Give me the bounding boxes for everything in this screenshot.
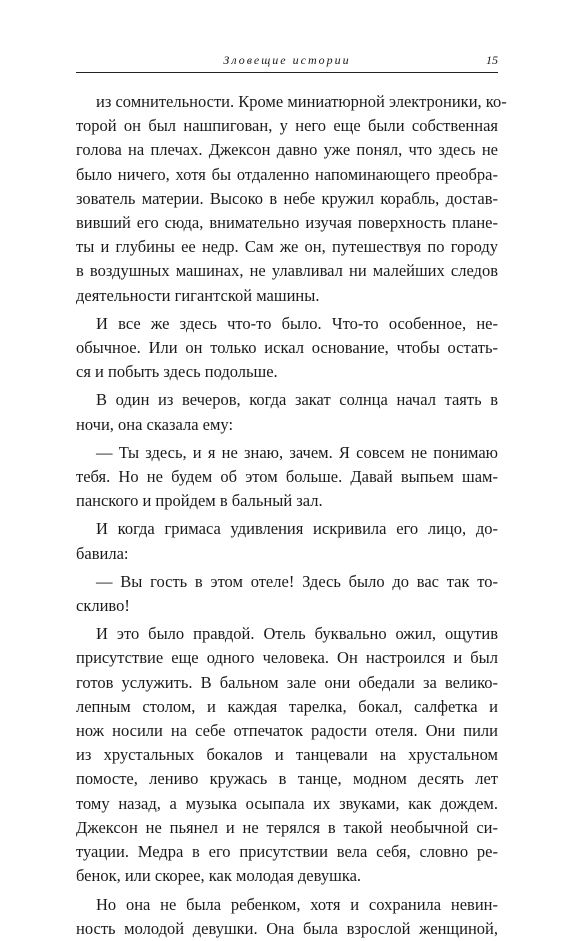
text-line: из сомнительности. Кроме миниатюрной электроники, ко- [96,92,507,111]
paragraph [76,312,498,385]
text-line: тебя. Но не будем об этом больше. Давай выпьем шам- [76,467,498,487]
paragraph [76,441,498,514]
paragraph [76,517,498,565]
text-line: В один из вечеров, когда закат солнца начал таять в [96,390,498,410]
text-line: ность молодой девушки. Она была взрослой женщиной, [76,918,498,938]
text-line: готов услужить. В бальном зале они обедали за велико- [76,672,498,692]
text-line: деятельности гигантской машины. [76,285,320,305]
text-line: скливо! [76,596,130,616]
text-line: из хрустальных бокалов и танцевали на хрустальном [76,745,498,765]
text-line: нож носили на себе отпечаток радости отеля. Они пили [76,721,498,741]
paragraph [76,90,507,308]
text-line: Но она не была ребенком, хотя и сохранила невин- [96,894,498,914]
text-line: голова на плечах. Джексон давно уже понял, что здесь не [76,140,498,160]
text-line: ты и глубины ее недр. Сам же он, путешествуя по городу [76,237,498,257]
body-text [76,90,507,941]
text-line: зователь материи. Высоко в небе кружил корабль, достав- [76,188,498,208]
text-line: И это было правдой. Отель буквально ожил, ощутив [96,624,498,644]
text-line: помосте, лениво кружась в танце, модном десять лет [76,769,498,789]
text-line: — Вы гость в этом отеле! Здесь было до вас так то- [96,571,498,591]
text-line: было ничего, хотя бы отдаленно напоминающего преобра- [76,164,498,184]
text-line: туации. Медра в его присутствии вела себя, словно ре- [76,842,498,862]
text-line: вивший его сюда, внимательно изучая поверхность плане- [76,213,498,233]
text-line: Джексон не пьянел и не терялся в такой необычной си- [76,817,498,837]
text-line: бавила: [76,543,129,563]
text-line: панского и пройдем в бальный зал. [76,491,323,511]
text-line: ночи, она сказала ему: [76,414,234,434]
paragraph [76,570,498,618]
text-line: обычное. Или он только искал основание, чтобы остать- [76,338,498,358]
text-line: тому назад, а музыка осыпала их звуками, как дождем. [76,793,498,813]
text-line: присутствие еще одного человека. Он настроился и был [76,648,498,668]
page-number: 15 [486,53,498,67]
running-header [76,52,498,73]
text-line: торой он был нашпигован, у него еще были собственная [76,116,498,136]
paragraph [76,388,498,436]
text-line: И все же здесь что-то было. Что-то особенное, не- [96,313,498,333]
text-line: бенок, или скорее, как молодая девушка. [76,866,362,886]
paragraph [76,893,498,941]
text-line: в воздушных машинах, не улавливал ни малейших следов [76,261,498,281]
text-line: И когда гримаса удивления искривила его лицо, до- [96,519,498,539]
running-title: Зловещие истории [223,53,351,67]
text-line: лепным столом, и каждая тарелка, бокал, салфетка и [76,696,498,716]
text-line: — Ты здесь, и я не знаю, зачем. Я совсем не понимаю [96,442,498,462]
paragraph [76,622,498,888]
text-line: ся и побыть здесь подольше. [76,362,278,382]
